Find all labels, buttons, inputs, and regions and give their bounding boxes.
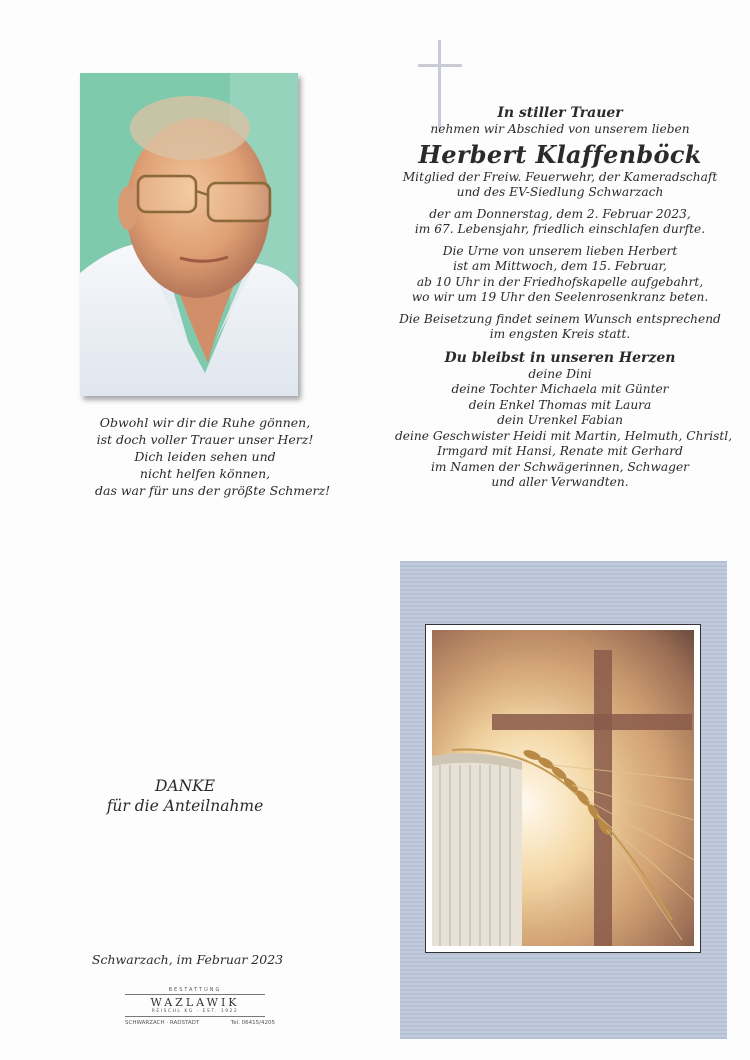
logo-sub-text: REISCHL KG · EST. 1922 (151, 1009, 239, 1014)
mourner-line: deine Dini (528, 366, 592, 381)
logo-phone: Tel. 06415/4205 (230, 1020, 275, 1026)
mourner-line: dein Enkel Thomas mit Laura (468, 397, 652, 412)
poem-line: Dich leiden sehen und (134, 449, 276, 464)
mourner-line: deine Geschwister Heidi mit Martin, Helmuth, Christl, (395, 428, 733, 443)
deceased-name: Herbert Klaffenböck (418, 139, 702, 169)
mourner-line: dein Urenkel Fabian (497, 413, 623, 427)
urn-line: ab 10 Uhr in der Friedhofskapelle aufgebahrt, (416, 274, 704, 289)
notice-motto: Du bleibst in unseren Herzen (444, 349, 676, 366)
thanks-title: DANKE (154, 777, 216, 795)
portrait-illustration (80, 73, 298, 396)
logo-top-text: BESTATTUNG (168, 987, 222, 993)
urn-line: Die Urne von unserem lieben Herbert (442, 243, 678, 258)
urn-line: ist am Mittwoch, dem 15. Februar, (453, 259, 667, 273)
burial-line: Die Beisetzung findet seinem Wunsch entsprechend (399, 311, 721, 326)
urn-line: wo wir um 19 Uhr den Seelenrosenkranz beten. (411, 290, 709, 304)
cross-book-wheat-photo (432, 630, 694, 946)
notice-intro: nehmen wir Abschied von unserem lieben (430, 122, 690, 136)
mourner-line: und aller Verwandten. (491, 475, 629, 489)
funeral-home-logo (125, 987, 275, 1035)
place-date: Schwarzach, im Februar 2023 (91, 952, 284, 967)
portrait-photo (80, 73, 298, 396)
logo-brand: WAZLAWIK (150, 996, 240, 1009)
cross-book-wheat-illustration (432, 630, 694, 946)
poem-line: nicht helfen können, (139, 466, 271, 481)
notice-heading: In stiller Trauer (497, 105, 623, 121)
poem-line: ist doch voller Trauer unser Herz! (96, 432, 314, 447)
logo-location: SCHWARZACH · RADSTADT (125, 1020, 200, 1026)
death-line: im 67. Lebensjahr, friedlich einschlafen durfte. (414, 222, 706, 236)
memorial-poem (95, 414, 331, 499)
poem-line: Obwohl wir dir die Ruhe gönnen, (99, 415, 311, 430)
membership-line: und des EV-Siedlung Schwarzach (456, 185, 664, 199)
thanks-block (100, 776, 270, 816)
thanks-subtitle: für die Anteilnahme (106, 797, 264, 815)
death-line: der am Donnerstag, dem 2. Februar 2023, (429, 206, 691, 221)
mourner-line: im Namen der Schwägerinnen, Schwager (431, 459, 689, 474)
mourner-line: deine Tochter Michaela mit Günter (451, 382, 669, 396)
death-notice (395, 104, 733, 491)
burial-line: im engsten Kreis statt. (489, 327, 631, 341)
membership-line: Mitglied der Freiw. Feuerwehr, der Kameradschaft (402, 169, 718, 184)
mourner-line: Irmgard mit Hansi, Renate mit Gerhard (437, 444, 683, 458)
poem-line: das war für uns der größte Schmerz! (95, 483, 331, 498)
